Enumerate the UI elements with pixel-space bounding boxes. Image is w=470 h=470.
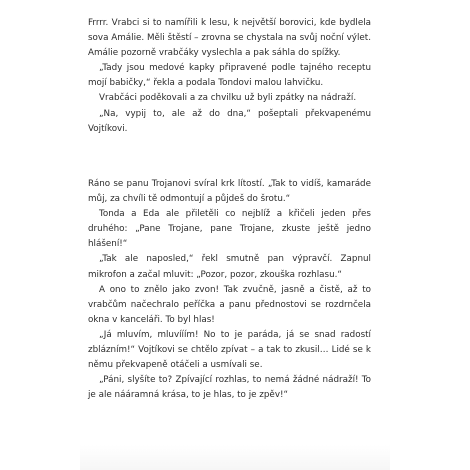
page-bottom-shade: [80, 445, 390, 470]
paragraph: Ráno se panu Trojanovi svíral krk lítostí. „Tak to vidíš, kamaráde můj, za chvíli tě odmontují a půjdeš do šrotu.“: [88, 179, 371, 205]
paragraph: „Na, vypij to, ale až do dna,“ pošeptali překvapenému Vojtíkovi.: [88, 108, 371, 134]
paragraph: „Tak ale naposled,“ řekl smutně pan výpravčí. Zapnul mikrofon a začal mluvit: „Pozor, pozor, zkouška rozhlasu.“: [88, 254, 371, 280]
text-section-two: [88, 177, 371, 403]
paragraph: Tonda a Eda ale přiletěli co nejblíž a křičeli jeden přes druhého: „Pane Trojane, pane Trojane, zkuste ještě jedno hlášení!“: [88, 209, 371, 250]
paragraph: „Já mluvím, mluvííím! No to je paráda, já se snad radostí zblázním!“ Vojtíkovi se chtělo zpívat – a tak to zkusil… Lidé se k němu překvapeně otáčeli a usmívali se.: [88, 329, 371, 371]
paragraph: A ono to znělo jako zvon! Tak zvučně, jasně a čistě, až to vrabčům načechralo peříčka a panu přednostovi se rozdrnčela okna v kanceláři. To byl hlas!: [88, 284, 371, 325]
paragraph: Vrabčáci poděkovali a za chvilku už byli zpátky na nádraží.: [99, 93, 357, 104]
paragraph: „Tady jsou medové kapky připravené podle tajného receptu mojí babičky,“ řekla a podala Tondovi malou lahvičku.: [88, 63, 371, 89]
text-section-one: [88, 16, 371, 137]
paragraph: Frrrr. Vrabci si to namířili k lesu, k největší borovici, kde bydlela sova Amálie. Měli štěstí – zrovna se chystala na svůj noční výlet. Amálie pozorně vrabčáky vyslechla a pak sáhla do spížky.: [88, 18, 371, 59]
paragraph: „Páni, slyšíte to? Zpívající rozhlas, to nemá žádné nádraží! To je ale nááramná krása, to je hlas, to je zpěv!“: [88, 375, 371, 401]
